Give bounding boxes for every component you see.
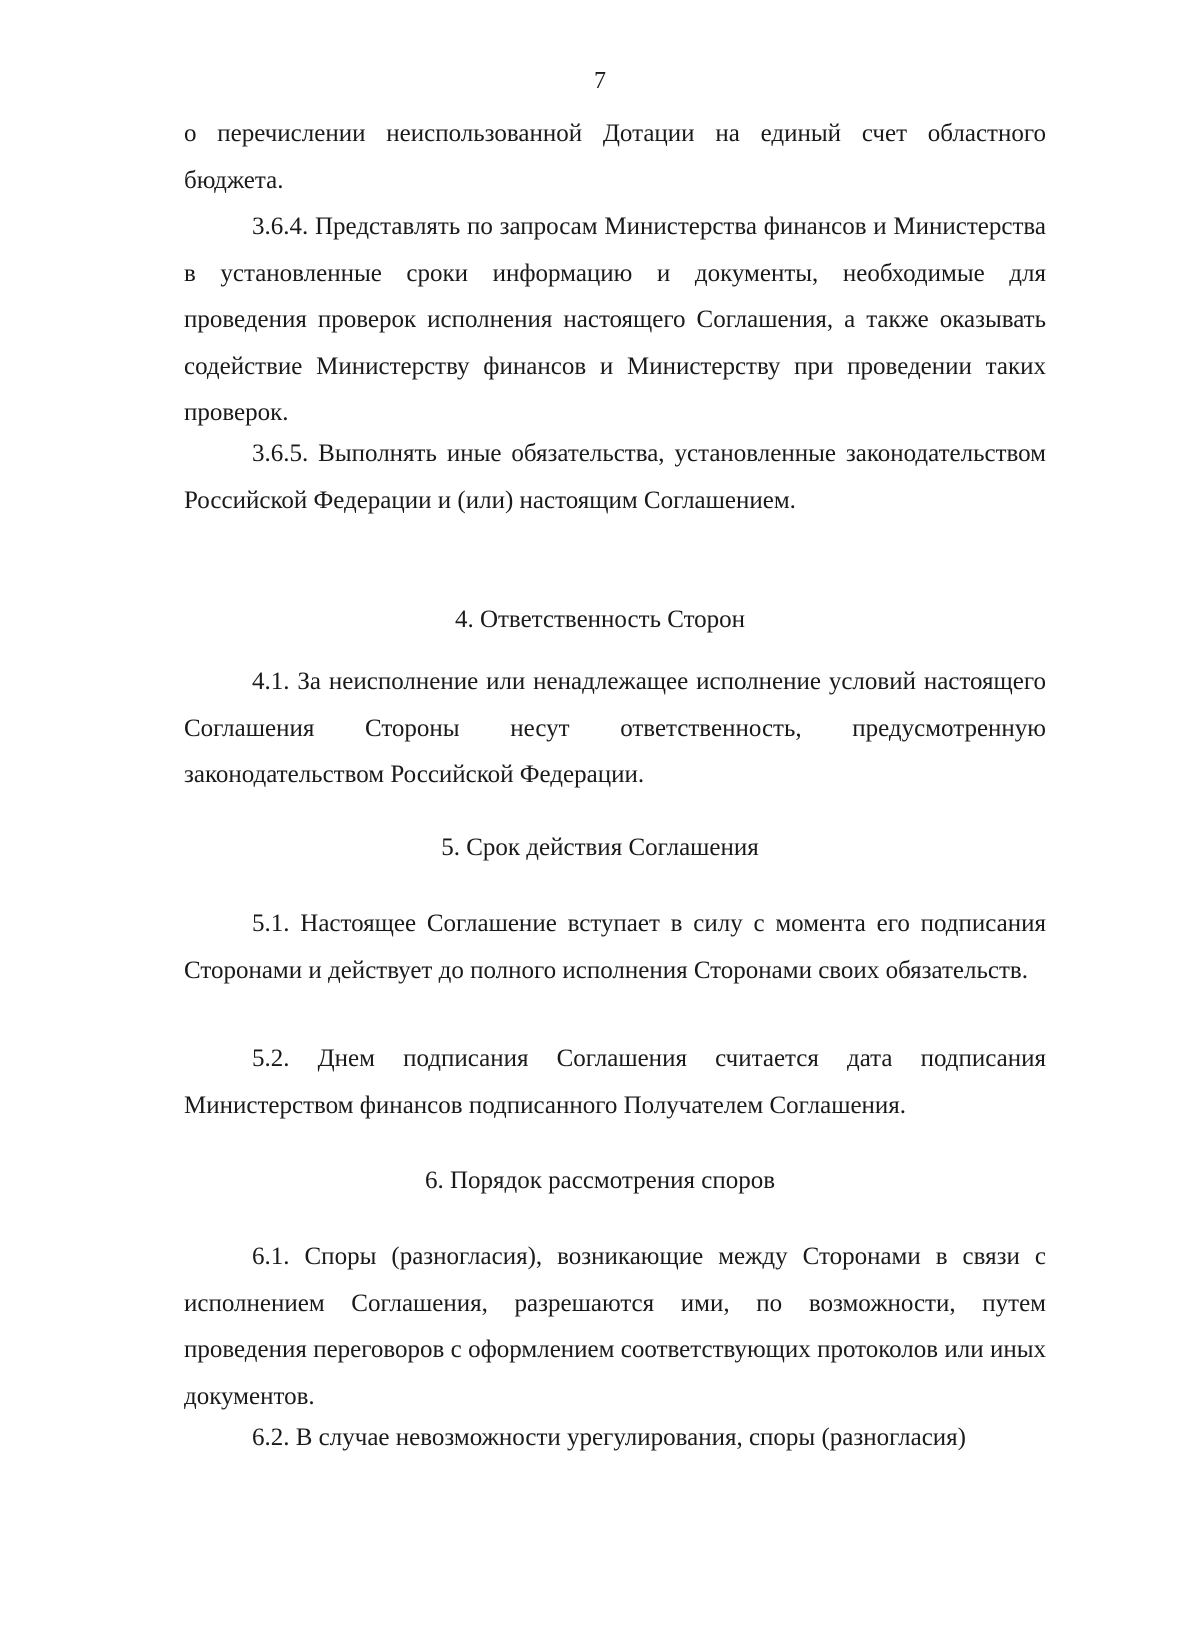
paragraph-5-2 [184,1036,1046,1129]
paragraph-text: 4.1. За неисполнение или ненадлежащее исполнение условий настоящего Соглашения Стороны несут ответственность, предусмотренную законодательством Российской Федерации. [184,668,1046,788]
paragraph-text: 6.2. В случае невозможности урегулирования, споры (разногласия) [252,1424,967,1451]
paragraph-3-6-5 [184,431,1046,524]
paragraph-6-1 [184,1234,1046,1420]
paragraph-text: о перечислении неиспользованной Дотации на единый счет областного бюджета. [184,120,1046,194]
section-heading-5: 5. Срок действия Соглашения [441,834,759,861]
paragraph-5-1 [184,901,1046,994]
section-heading-6: 6. Порядок рассмотрения споров [424,1167,776,1194]
paragraph-text: 5.1. Настоящее Соглашение вступает в силу с момента его подписания Сторонами и действует до полного исполнения Сторонами своих обязательств. [184,910,1046,984]
paragraph-3-6-4 [184,204,1046,437]
paragraph-continuation [184,111,1046,204]
paragraph-text: 6.1. Споры (разногласия), возникающие между Сторонами в связи с исполнением Соглашения, разрешаются ими, по возможности, путем проведения переговоров с оформлением соответствующих протоколов или иных документов. [184,1243,1046,1410]
paragraph-text: 5.2. Днем подписания Соглашения считается дата подписания Министерством финансов подписанного Получателем Соглашения. [184,1045,1046,1119]
page-number: 7 [594,68,606,94]
section-heading-4: 4. Ответственность Сторон [454,606,746,633]
paragraph-6-2 [184,1415,1046,1462]
paragraph-text: 3.6.4. Представлять по запросам Министерства финансов и Министерства в установленные сроки информацию и документы, необходимые для проведения проверок исполнения настоящего Соглашения, а также оказывать содействие Министерству финансов и Министерству при проведении таких проверок. [184,213,1046,426]
paragraph-4-1 [184,659,1046,799]
paragraph-text: 3.6.5. Выполнять иные обязательства, установленные законодательством Российской Федерации и (или) настоящим Соглашением. [184,440,1046,514]
